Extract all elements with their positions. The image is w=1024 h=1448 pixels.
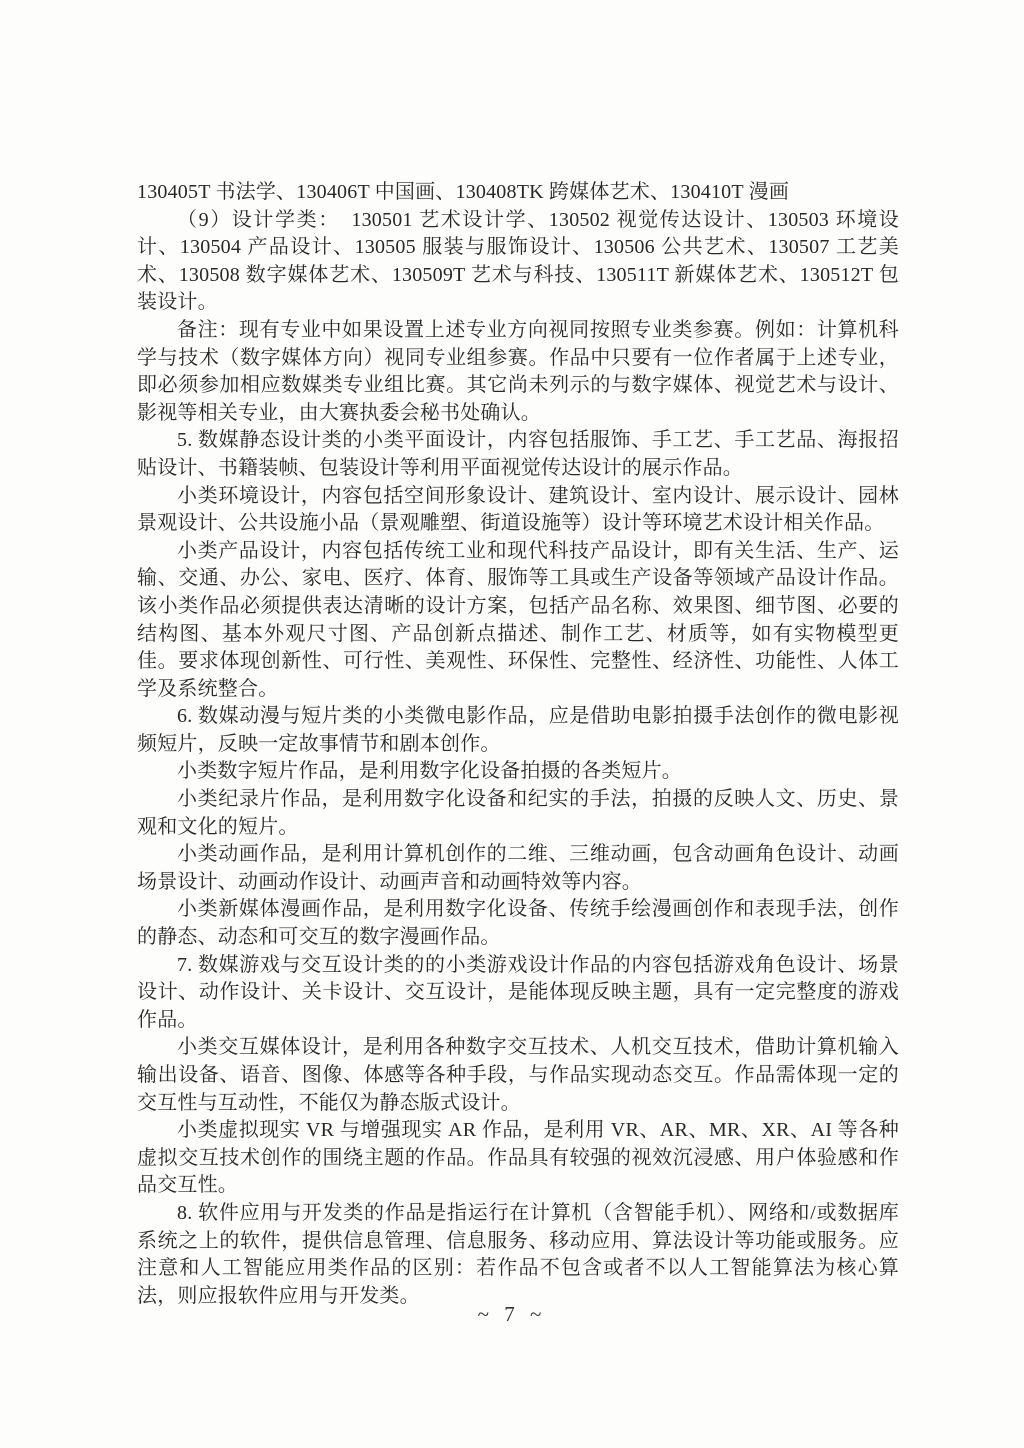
paragraph-new-media-comics: 小类新媒体漫画作品，是利用数字化设备、传统手绘漫画创作和表现手法，创作的静态、动态和可交互的数字漫画作品。	[137, 898, 899, 949]
page-body	[137, 179, 899, 1310]
paragraph-item-5-static-design: 5. 数媒静态设计类的小类平面设计，内容包括服饰、手工艺、手工艺品、海报招贴设计、书籍装帧、包装设计等利用平面视觉传达设计的展示作品。	[137, 429, 899, 479]
paragraph-digital-shorts: 小类数字短片作品，是利用数字化设备拍摄的各类短片。	[177, 760, 682, 783]
paragraph-product-design: 小类产品设计，内容包括传统工业和现代科技产品设计，即有关生活、生产、运输、交通、办公、家电、医疗、体育、服饰等工具或生产设备等领域产品设计作品。该小类作品必须提供表达清晰的设计方案，包括产品名称、效果图、细节图、必要的结构图、基本外观尺寸图、产品创新点描述、制作工艺、材质等，如有实物模型更佳。要求体现创新性、可行性、美观性、环保性、完整性、经济性、功能性、人体工学及系统整合。	[137, 539, 899, 700]
paragraph-item-8-software-development: 8. 软件应用与开发类的作品是指运行在计算机（含智能手机）、网络和/或数据库系统之上的软件，提供信息管理、信息服务、移动应用、算法设计等功能或服务。应注意和人工智能应用类作品的区别：若作品不包含或者不以人工智能算法为核心算法，则应报软件应用与开发类。	[137, 1201, 899, 1307]
paragraph-item-6-animation-shorts: 6. 数媒动漫与短片类的小类微电影作品，应是借助电影拍摄手法创作的微电影视频短片，反映一定故事情节和剧本创作。	[137, 705, 899, 755]
paragraph-remarks: 备注：现有专业中如果设置上述专业方向视同按照专业类参赛。例如：计算机科学与技术（数字媒体方向）视同专业组参赛。作品中只要有一位作者属于上述专业，即必须参加相应数媒类专业组比赛。其它尚未列示的与数字媒体、视觉艺术与设计、影视等相关专业，由大赛执委会秘书处确认。	[137, 318, 899, 424]
paragraph-vr-ar-works: 小类虚拟现实 VR 与增强现实 AR 作品，是利用 VR、AR、MR、XR、AI 等各种虚拟交互技术创作的围绕主题的作品。作品具有较强的视效沉浸感、用户体验感和作品交互性。	[137, 1119, 899, 1197]
paragraph-animation-works: 小类动画作品，是利用计算机创作的二维、三维动画，包含动画角色设计、动画场景设计、动画动作设计、动画声音和动画特效等内容。	[137, 843, 899, 893]
paragraph-major-codes-continued: 130405T 书法学、130406T 中国画、130408TK 跨媒体艺术、130410T 漫画	[137, 181, 790, 203]
page-number: ~ 7 ~	[477, 1302, 547, 1326]
paragraph-environment-design: 小类环境设计，内容包括空间形象设计、建筑设计、室内设计、展示设计、园林景观设计、公共设施小品（景观雕塑、街道设施等）设计等环境艺术设计相关作品。	[137, 484, 899, 535]
paragraph-interactive-media-design: 小类交互媒体设计，是利用各种数字交互技术、人机交互技术，借助计算机输入输出设备、语音、图像、体感等各种手段，与作品实现动态交互。作品需体现一定的交互性与互动性，不能仅为静态版式设计。	[137, 1036, 899, 1114]
paragraph-item-7-game-interaction: 7. 数媒游戏与交互设计类的的小类游戏设计作品的内容包括游戏角色设计、场景设计、动作设计、关卡设计、交互设计，是能体现反映主题，具有一定完整度的游戏作品。	[137, 953, 899, 1031]
paragraph-documentary: 小类纪录片作品，是利用数字化设备和纪实的手法，拍摄的反映人文、历史、景观和文化的短片。	[137, 788, 899, 838]
paragraph-design-category-9: （9）设计学类： 130501 艺术设计学、130502 视觉传达设计、130503 环境设计、130504 产品设计、130505 服装与服饰设计、130506 公共艺术、130507 工艺美术、130508 数字媒体艺术、130509T 艺术与科技、130511T 新媒体艺术、130512T 包装设计。	[137, 208, 899, 314]
